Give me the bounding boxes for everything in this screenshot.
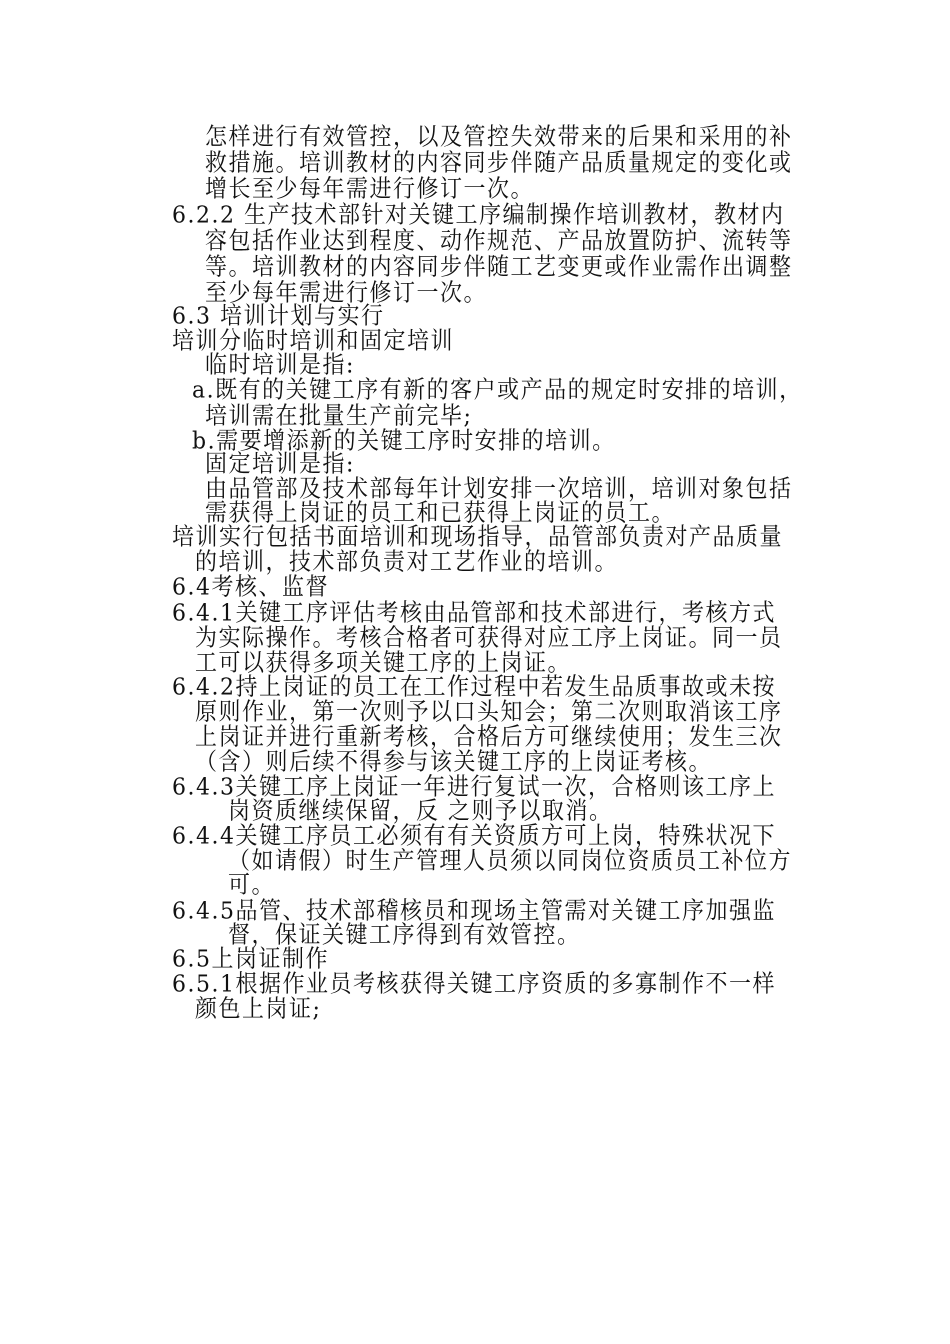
text-line: 培训实行包括书面培训和现场指导，品管部负责对产品质量 <box>172 524 784 551</box>
section-heading: 6.4.1关键工序评估考核由品管部和技术部进行，考核方式 <box>172 600 776 627</box>
section-heading: 6.5上岗证制作 <box>172 946 329 973</box>
text-line: 至少每年需进行修订一次。 <box>205 280 488 307</box>
text-line: 工可以获得多项关键工序的上岗证。 <box>195 650 572 677</box>
text-line: 培训需在批量生产前完毕; <box>205 403 473 430</box>
text-line: 原则作业，第一次则予以口头知会；第二次则取消该工序 <box>195 699 783 726</box>
text-line: 为实际操作。考核合格者可获得对应工序上岗证。同一员 <box>195 625 783 652</box>
text-line: 等。培训教材的内容同步伴随工艺变更或作业需作出调整 <box>205 254 793 281</box>
section-heading: 6.4.4关键工序员工必须有有关资质方可上岗，特殊状况下 <box>172 823 776 850</box>
section-heading: 6.4.2持上岗证的员工在工作过程中若发生品质事故或未按 <box>172 674 776 701</box>
text-line: 的培训，技术部负责对工艺作业的培训。 <box>195 549 619 576</box>
text-line: 需获得上岗证的员工和已获得上岗证的员工。 <box>205 500 676 527</box>
section-heading: 6.4.3关键工序上岗证一年进行复试一次，合格则该工序上 <box>172 774 776 801</box>
section-heading: 6.3 培训计划与实行 <box>172 303 385 330</box>
text-line: 上岗证并进行重新考核，合格后方可继续使用；发生三次 <box>195 724 783 751</box>
text-line: （如请假）时生产管理人员须以同岗位资质员工补位方 <box>228 848 793 875</box>
section-heading: 6.2.2 生产技术部针对关键工序编制操作培训教材，教材内 <box>172 202 785 229</box>
text-line: 由品管部及技术部每年计划安排一次培训，培训对象包括 <box>205 476 793 503</box>
section-heading: 6.4考核、监督 <box>172 574 329 601</box>
text-line: 岗资质继续保留，反 之则予以取消。 <box>228 798 613 825</box>
text-line: 救措施。培训教材的内容同步伴随产品质量规定的变化或 <box>205 150 793 177</box>
text-line: 容包括作业达到程度、动作规范、产品放置防护、流转等 <box>205 228 793 255</box>
list-item: a.既有的关键工序有新的客户或产品的规定时安排的培训， <box>192 377 803 404</box>
text-line: 颜色上岗证; <box>195 996 322 1023</box>
text-line: 临时培训是指: <box>205 352 355 379</box>
text-line: 增长至少每年需进行修订一次。 <box>205 176 535 203</box>
text-line: 督，保证关键工序得到有效管控。 <box>228 922 581 949</box>
text-line: （含）则后续不得参与该关键工序的上岗证考核。 <box>195 749 713 776</box>
text-line: 怎样进行有效管控，以及管控失效带来的后果和采用的补 <box>205 124 793 151</box>
section-heading: 6.5.1根据作业员考核获得关键工序资质的多寡制作不一样 <box>172 971 776 998</box>
text-line: 可。 <box>228 872 276 899</box>
list-item: b.需要增添新的关键工序时安排的培训。 <box>192 428 616 455</box>
text-line: 固定培训是指: <box>205 451 355 478</box>
section-heading: 6.4.5品管、技术部稽核员和现场主管需对关键工序加强监 <box>172 898 776 925</box>
text-line: 培训分临时培训和固定培训 <box>172 328 455 355</box>
